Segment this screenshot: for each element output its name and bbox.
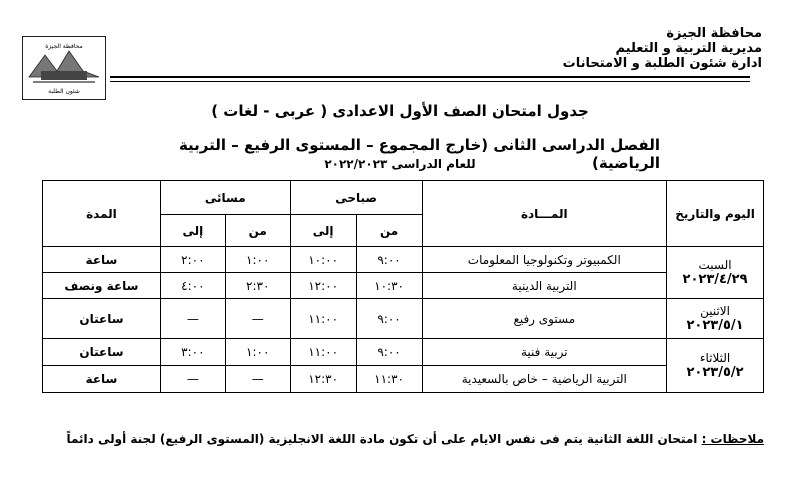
col-header-evening: مسائى [160,181,290,215]
subject-cell: التربية الدينية [422,273,667,299]
morning-from-cell: ٩:٠٠ [356,299,422,339]
day-date: ٢٠٢٣/٤/٢٩ [682,272,748,287]
evening-to-cell: ٤:٠٠ [160,273,225,299]
subject-cell: التربية الرياضية – خاص بالسعيدية [422,366,667,393]
evening-from-cell: — [225,366,290,393]
notes-text: امتحان اللغة الثانية يتم فى نفس الايام على أن تكون مادة اللغة الانجليزية (المستوى الرفيع) لجنة أولى دائماً [66,432,702,446]
header-rule-thick [110,76,750,78]
day-name: الاثنين [700,304,730,318]
morning-from-cell: ١١:٣٠ [356,366,422,393]
col-header-evening-to: إلى [160,215,225,247]
logo-top-text: محافظة الجيزة [45,43,83,50]
duration-cell: ساعتان [43,299,161,339]
semester-subtitle: الفصل الدراسى الثانى (خارج المجموع – المستوى الرفيع – التربية الرياضية) [178,136,660,172]
day-date: ٢٠٢٣/٥/٢ [686,365,744,380]
evening-from-cell: — [225,299,290,339]
notes [60,432,764,446]
header-rule-thin [110,81,750,82]
header-block [502,26,762,71]
exam-schedule-table [42,180,764,393]
duration-cell: ساعة [43,247,161,273]
table-row [43,247,764,273]
duration-cell: ساعة ونصف [43,273,161,299]
academic-year: للعام الدراسى ٢٠٢٢/٢٠٢٣ [324,157,476,171]
subject-cell: مستوى رفيع [422,299,667,339]
duration-cell: ساعة [43,366,161,393]
morning-from-cell: ٩:٠٠ [356,339,422,366]
evening-to-cell: ٣:٠٠ [160,339,225,366]
table-row [43,299,764,339]
evening-from-cell: ١:٠٠ [225,339,290,366]
subject-cell: تربية فنية [422,339,667,366]
morning-to-cell: ١٠:٠٠ [290,247,356,273]
day-cell [667,299,764,339]
morning-to-cell: ١٢:٣٠ [290,366,356,393]
morning-to-cell: ١١:٠٠ [290,339,356,366]
day-cell [667,339,764,393]
evening-to-cell: — [160,299,225,339]
day-cell [667,247,764,299]
morning-from-cell: ١٠:٣٠ [356,273,422,299]
day-name: السبت [698,258,732,272]
day-name: الثلاثاء [699,351,731,365]
table-row [43,273,764,299]
logo [22,36,106,100]
day-date: ٢٠٢٣/٥/١ [686,318,744,333]
table-row [43,366,764,393]
header-row [43,181,764,215]
evening-to-cell: ٢:٠٠ [160,247,225,273]
evening-from-cell: ١:٠٠ [225,247,290,273]
logo-bottom-text: شئون الطلبة [48,88,80,95]
morning-to-cell: ١٢:٠٠ [290,273,356,299]
col-header-morning-to: إلى [290,215,356,247]
notes-label: ملاحظات : [701,432,764,446]
subject-cell: الكمبيوتر وتكنولوجيا المعلومات [422,247,667,273]
administration-label: ادارة شئون الطلبة و الامتحانات [562,56,762,71]
morning-to-cell: ١١:٠٠ [290,299,356,339]
governorate-label: محافظة الجيزة [666,26,762,41]
ministry-logo-icon [23,37,105,99]
directorate-label: مديرية التربية و التعليم [615,41,762,56]
col-header-duration: المدة [43,181,161,247]
evening-from-cell: ٢:٣٠ [225,273,290,299]
schedule-title: جدول امتحان الصف الأول الاعدادى ( عربى - لغات ) [211,102,589,120]
table-row [43,339,764,366]
col-header-morning: صباحى [290,181,422,215]
morning-from-cell: ٩:٠٠ [356,247,422,273]
evening-to-cell: — [160,366,225,393]
col-header-day-date: اليوم والتاريخ [667,181,764,247]
col-header-evening-from: من [225,215,290,247]
col-header-subject: المـــادة [422,181,667,247]
duration-cell: ساعتان [43,339,161,366]
col-header-morning-from: من [356,215,422,247]
